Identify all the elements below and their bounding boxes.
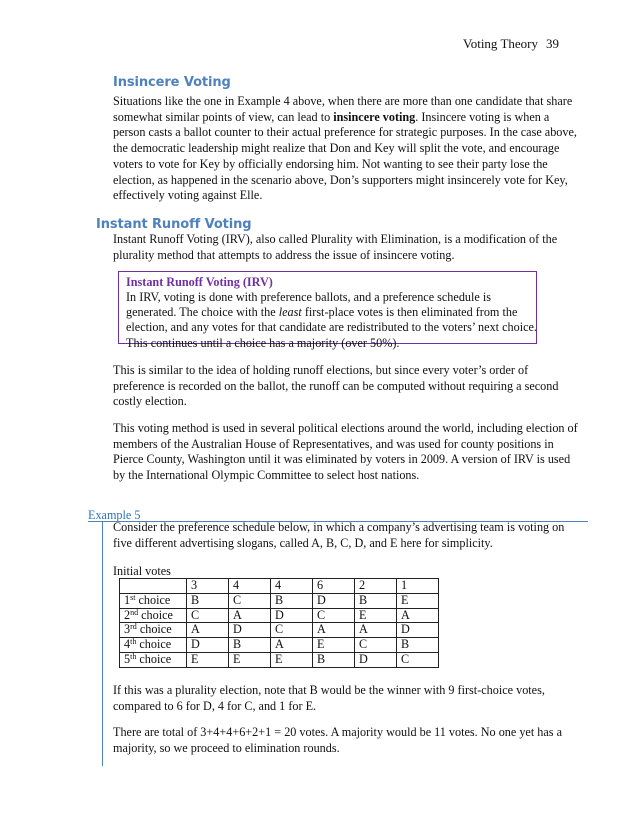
irv-definition-emphasis: least: [278, 305, 302, 320]
irv-definition-text-b: first-place votes is then eliminated from the election, and any votes for that candidate are redistributed to the voters’ next choice. This continues until a choice has a majority (over 50%).: [126, 305, 537, 350]
vote-count-cell: 4: [271, 579, 313, 594]
irv-definition-box: [118, 271, 537, 350]
candidate-cell: B: [313, 652, 355, 667]
candidate-cell: D: [271, 608, 313, 623]
choice-rank-suffix: th: [130, 637, 137, 647]
choice-rank-number: 5: [124, 651, 131, 666]
table-row-choice: [120, 623, 439, 638]
running-header-title: Voting Theory: [463, 36, 538, 51]
choice-rank-word: choice: [135, 592, 171, 607]
candidate-cell: A: [313, 623, 355, 638]
candidate-cell: C: [229, 593, 271, 608]
choice-rank-suffix: st: [130, 592, 136, 602]
choice-rank-label: [120, 652, 187, 667]
table-caption: Initial votes: [113, 564, 171, 578]
choice-rank-word: choice: [136, 637, 172, 652]
choice-rank-suffix: th: [130, 651, 137, 661]
table-row-choice: [120, 593, 439, 608]
candidate-cell: E: [397, 593, 439, 608]
vote-count-cell: 2: [355, 579, 397, 594]
candidate-cell: D: [313, 593, 355, 608]
candidate-cell: C: [397, 652, 439, 667]
candidate-cell: B: [187, 593, 229, 608]
table-row-choice: [120, 652, 439, 667]
candidate-cell: C: [313, 608, 355, 623]
irv-definition-title: Instant Runoff Voting (IRV): [126, 275, 273, 289]
choice-rank-suffix: rd: [130, 622, 137, 632]
choice-rank-suffix: nd: [130, 607, 139, 617]
insincere-text-b: . Insincere voting is when a person casts a ballot counter to their actual preference for strategic purposes. In the case above, the democratic leadership might realize that Don and Key will split the vote, and encourage voters to vote for Key by officially endorsing him. Not wanting to see their party lose the election, as happened in the scenario above, Don’s supporters might insincerely vote for Key, effectively voting against Elle.: [113, 109, 577, 203]
runoff-comparison-paragraph: This is similar to the idea of holding runoff elections, but since every voter’s order of preference is recorded on the ballot, the runoff can be computed without requiring a second costly election.: [113, 363, 559, 409]
candidate-cell: E: [229, 652, 271, 667]
table-row-vote-counts: [120, 579, 439, 594]
candidate-cell: C: [271, 623, 313, 638]
choice-rank-label: [120, 593, 187, 608]
candidate-cell: B: [271, 593, 313, 608]
preference-schedule-body: [120, 579, 439, 668]
candidate-cell: D: [397, 623, 439, 638]
insincere-voting-paragraph: [113, 94, 578, 204]
example-intro-paragraph: Consider the preference schedule below, in which a company’s advertising team is voting on five different advertising slogans, called A, B, C, D, and E here for simplicity.: [113, 520, 565, 550]
candidate-cell: D: [229, 623, 271, 638]
choice-rank-number: 3: [124, 622, 131, 637]
choice-rank-number: 2: [124, 607, 131, 622]
irv-definition-body: [126, 290, 540, 351]
choice-rank-label: [120, 623, 187, 638]
irv-definition-text-a: In IRV, voting is done with preference ballots, and a preference schedule is generated. The choice with the: [126, 290, 491, 320]
preference-schedule-table: [119, 578, 439, 668]
insincere-text-a: Situations like the one in Example 4 above, when there are more than one candidate that share somewhat similar points of view, can lead to: [113, 94, 573, 124]
vote-count-cell: 6: [313, 579, 355, 594]
candidate-cell: E: [355, 608, 397, 623]
candidate-cell: E: [271, 652, 313, 667]
choice-rank-number: 4: [124, 637, 131, 652]
choice-rank-word: choice: [136, 622, 172, 637]
irv-intro-paragraph: Instant Runoff Voting (IRV), also called Plurality with Elimination, is a modification of the plurality method that attempts to address the issue of insincere voting.: [113, 232, 558, 262]
candidate-cell: B: [229, 638, 271, 653]
choice-rank-word: choice: [136, 651, 172, 666]
candidate-cell: D: [187, 638, 229, 653]
plurality-note-paragraph: If this was a plurality election, note that B would be the winner with 9 first-choice votes, compared to 6 for D, 4 for C, and 1 for E.: [113, 683, 545, 713]
candidate-cell: B: [355, 593, 397, 608]
candidate-cell: A: [271, 638, 313, 653]
candidate-cell: A: [187, 623, 229, 638]
insincere-term: insincere voting: [333, 109, 416, 124]
vote-total-paragraph: There are total of 3+4+4+6+2+1 = 20 votes. A majority would be 11 votes. No one yet has a majority, so we proceed to elimination rounds.: [113, 725, 562, 755]
candidate-cell: C: [187, 608, 229, 623]
table-row-choice: [120, 638, 439, 653]
insincere-voting-heading: Insincere Voting: [113, 75, 231, 90]
irv-usage-paragraph: This voting method is used in several political elections around the world, including election of members of the Australian House of Representatives, and was used for county positions in Pierce County, Washington until it was eliminated by voters in 2009. A version of IRV is used by the International Olympic Committee to select host nations.: [113, 421, 578, 483]
candidate-cell: D: [355, 652, 397, 667]
candidate-cell: C: [355, 638, 397, 653]
example-label: Example 5: [88, 508, 141, 522]
choice-rank-word: choice: [138, 607, 173, 622]
vote-count-cell: 1: [397, 579, 439, 594]
running-header: [463, 36, 559, 52]
candidate-cell: B: [397, 638, 439, 653]
table-row-choice: [120, 608, 439, 623]
page-number: 39: [546, 36, 559, 51]
irv-heading: Instant Runoff Voting: [96, 217, 252, 232]
vote-count-cell: 4: [229, 579, 271, 594]
table-corner-cell: [120, 579, 187, 594]
candidate-cell: A: [397, 608, 439, 623]
candidate-cell: A: [229, 608, 271, 623]
example-side-rule: [102, 521, 103, 766]
candidate-cell: E: [313, 638, 355, 653]
choice-rank-label: [120, 608, 187, 623]
choice-rank-label: [120, 638, 187, 653]
candidate-cell: A: [355, 623, 397, 638]
candidate-cell: E: [187, 652, 229, 667]
vote-count-cell: 3: [187, 579, 229, 594]
choice-rank-number: 1: [124, 592, 131, 607]
